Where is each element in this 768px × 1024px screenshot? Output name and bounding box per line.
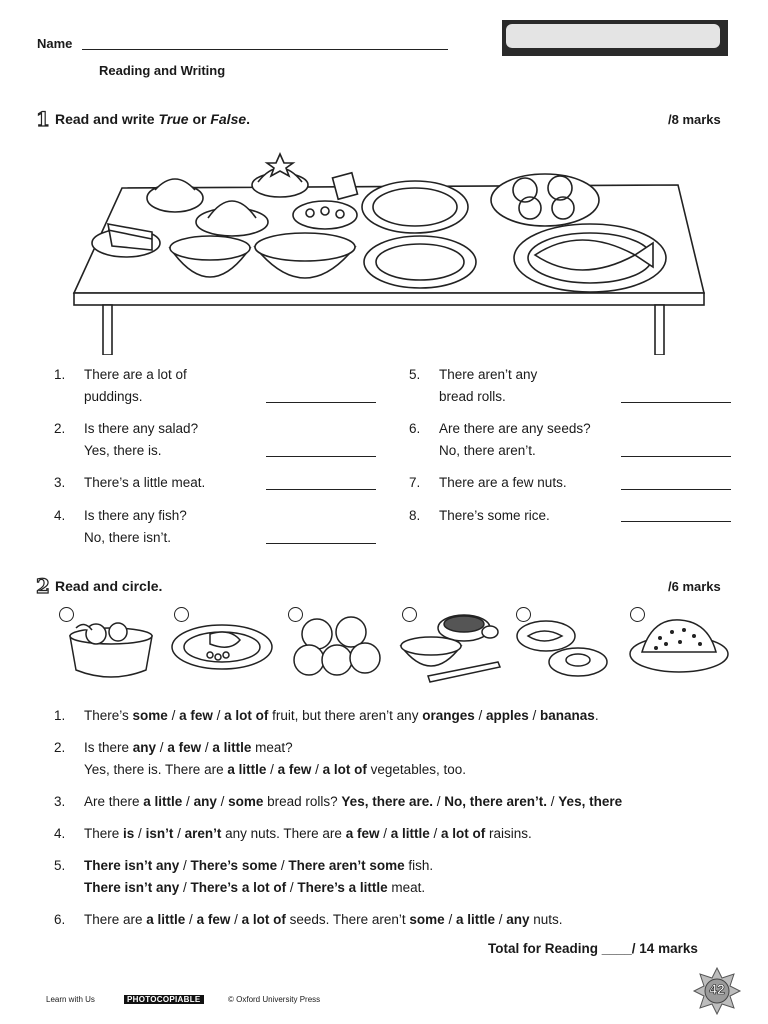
- choice-option[interactable]: a little: [455, 912, 495, 927]
- choice-option[interactable]: a little: [212, 740, 252, 755]
- tf-item-6: 6. Are there are any seeds? No, there aren’t.: [409, 421, 591, 458]
- sentence-text: /: [182, 794, 194, 809]
- sentence-text: /: [547, 794, 559, 809]
- sentence-text: There are: [84, 912, 147, 927]
- tf-answer-3[interactable]: [266, 489, 376, 490]
- choice-option[interactable]: Yes, there: [558, 794, 623, 809]
- circle-item-line: [84, 759, 466, 781]
- choice-option[interactable]: a little: [390, 826, 430, 841]
- circle-item-line: [84, 791, 622, 813]
- bread-rolls-icon: [291, 616, 383, 678]
- sentence-text: /: [216, 794, 229, 809]
- circle-item-number: 2.: [54, 740, 66, 755]
- sentence-text: bread rolls?: [263, 794, 342, 809]
- sentence-text: /: [528, 708, 541, 723]
- sentence-text: /: [167, 708, 180, 723]
- choice-option[interactable]: bananas: [540, 708, 595, 723]
- sentence-text: There’s: [84, 708, 133, 723]
- choice-option[interactable]: a few: [167, 740, 202, 755]
- choice-option[interactable]: There isn’t any: [84, 880, 180, 895]
- choice-option[interactable]: is: [123, 826, 135, 841]
- choice-option[interactable]: any: [193, 794, 217, 809]
- choice-option[interactable]: any: [132, 740, 157, 755]
- sentence-text: Are there: [84, 794, 144, 809]
- choice-option[interactable]: oranges: [422, 708, 475, 723]
- class-box: [502, 20, 728, 56]
- tf-answer-6[interactable]: [621, 456, 731, 457]
- sentence-text: /: [432, 794, 445, 809]
- tf-answer-7[interactable]: [621, 489, 731, 490]
- photocopiable-badge: PHOTOCOPIABLE: [124, 995, 204, 1004]
- choice-option[interactable]: a few: [179, 708, 213, 723]
- section-2-number: 2: [36, 574, 50, 598]
- section-1-title: Read and write True or False.: [55, 111, 251, 127]
- tf-answer-4[interactable]: [266, 543, 376, 544]
- choice-option[interactable]: a lot of: [224, 708, 269, 723]
- sentence-text: /: [494, 912, 507, 927]
- food-table-illustration: [70, 150, 710, 355]
- sentence-text: Is there: [84, 740, 133, 755]
- circle-item-6: [54, 909, 563, 931]
- circle-item-line: [84, 909, 563, 931]
- choice-option[interactable]: There aren’t some: [288, 858, 405, 873]
- sentence-text: /: [474, 708, 486, 723]
- sentence-text: fish.: [404, 858, 434, 873]
- total-blank[interactable]: ____: [601, 941, 632, 956]
- circle-item-line: [84, 877, 433, 899]
- sentence-text: /: [179, 880, 191, 895]
- circle-item-1: [54, 705, 599, 727]
- sentence-text: /: [379, 826, 391, 841]
- sentence-text: /: [201, 740, 213, 755]
- sentence-text: /: [185, 912, 197, 927]
- sentence-text: nuts.: [529, 912, 563, 927]
- circle-item-line: [84, 823, 532, 845]
- choice-option[interactable]: isn’t: [145, 826, 174, 841]
- tf-answer-8[interactable]: [621, 521, 731, 522]
- choice-option[interactable]: a few: [345, 826, 380, 841]
- meat-plate-icon: [170, 622, 274, 672]
- page-subtitle: Reading and Writing: [99, 63, 226, 78]
- sentence-text: /: [444, 912, 456, 927]
- sentence-text: /: [156, 740, 168, 755]
- choice-option[interactable]: No, there aren’t.: [444, 794, 548, 809]
- choice-option[interactable]: any: [506, 912, 530, 927]
- rice-plate-icon: [628, 618, 730, 674]
- section-2-marks: /6 marks: [668, 579, 721, 594]
- fish-plates-icon: [514, 618, 610, 678]
- sentence-text: /: [179, 858, 191, 873]
- sentence-text: fruit, but there aren’t any: [268, 708, 423, 723]
- tf-item-7: 7. There are a few nuts.: [409, 475, 567, 490]
- sentence-text: /: [277, 858, 289, 873]
- choice-option[interactable]: a little: [146, 912, 186, 927]
- choice-option[interactable]: There’s a lot of: [190, 880, 287, 895]
- sentence-text: /: [266, 762, 278, 777]
- tf-item-2: 2. Is there any salad? Yes, there is.: [54, 421, 199, 458]
- tf-item-1: 1. There are a lot of puddings.: [54, 367, 187, 404]
- choice-option[interactable]: a lot of: [322, 762, 367, 777]
- choice-option[interactable]: There’s a little: [297, 880, 388, 895]
- seeds-nuts-bowls-icon: [398, 610, 502, 690]
- tf-item-3: 3. There’s a little meat.: [54, 475, 206, 490]
- choice-option[interactable]: a little: [143, 794, 183, 809]
- circle-item-line: [84, 737, 466, 759]
- tf-answer-2[interactable]: [266, 456, 376, 457]
- choice-option[interactable]: a lot of: [441, 826, 486, 841]
- circle-item-number: 1.: [54, 708, 66, 723]
- fruit-bowl-icon: [66, 618, 156, 680]
- choice-option[interactable]: some: [132, 708, 168, 723]
- circle-item-4: [54, 823, 532, 845]
- sentence-text: /: [286, 880, 298, 895]
- tf-item-4: 4. Is there any fish? No, there isn’t.: [54, 508, 187, 545]
- footer-learn: Learn with Us: [46, 995, 95, 1004]
- sentence-text: /: [173, 826, 185, 841]
- name-label: Name: [37, 36, 73, 51]
- circle-item-number: 3.: [54, 794, 66, 809]
- circle-item-3: [54, 791, 623, 813]
- choice-option[interactable]: a few: [277, 762, 312, 777]
- choice-option[interactable]: Yes, there are.: [341, 794, 433, 809]
- sentence-text: Yes, there is. There are: [84, 762, 228, 777]
- circle-item-2: [54, 737, 466, 777]
- sentence-text: /: [212, 708, 225, 723]
- choice-option[interactable]: aren’t: [184, 826, 222, 841]
- tf-item-5: 5. There aren’t any bread rolls.: [409, 367, 538, 404]
- sentence-text: /: [134, 826, 146, 841]
- tf-answer-5[interactable]: [621, 402, 731, 403]
- sentence-text: /: [429, 826, 441, 841]
- choice-option[interactable]: some: [409, 912, 445, 927]
- circle-item-number: 4.: [54, 826, 66, 841]
- sentence-text: seeds. There aren’t: [285, 912, 410, 927]
- choice-option[interactable]: some: [228, 794, 264, 809]
- sentence-text: .: [594, 708, 599, 723]
- sentence-text: any nuts. There are: [221, 826, 346, 841]
- sentence-text: raisins.: [485, 826, 532, 841]
- circle-item-number: 5.: [54, 858, 66, 873]
- choice-option[interactable]: a few: [196, 912, 231, 927]
- section-1-number: 1: [36, 107, 50, 131]
- sentence-text: /: [311, 762, 323, 777]
- sentence-text: vegetables, too.: [366, 762, 466, 777]
- sentence-text: meat?: [251, 740, 293, 755]
- choice-option[interactable]: a little: [227, 762, 267, 777]
- sentence-text: meat.: [387, 880, 426, 895]
- sentence-text: There: [84, 826, 124, 841]
- choice-option[interactable]: apples: [486, 708, 529, 723]
- page-number: 42: [709, 981, 725, 997]
- picture-circle-2[interactable]: [174, 607, 189, 622]
- section-2-title: Read and circle.: [55, 578, 163, 594]
- choice-option[interactable]: There isn’t any: [84, 858, 180, 873]
- circle-item-number: 6.: [54, 912, 66, 927]
- circle-item-line: [84, 855, 433, 877]
- name-field[interactable]: [82, 49, 448, 50]
- circle-item-line: [84, 705, 599, 727]
- sentence-text: /: [230, 912, 242, 927]
- choice-option[interactable]: There’s some: [190, 858, 278, 873]
- choice-option[interactable]: a lot of: [241, 912, 286, 927]
- footer-copyright: © Oxford University Press: [228, 995, 321, 1004]
- section-1-marks: /8 marks: [668, 112, 721, 127]
- total-score: Total for Reading ____/ 14 marks: [488, 941, 698, 956]
- circle-item-5: [54, 855, 434, 895]
- tf-item-8: 8. There’s some rice.: [409, 508, 550, 523]
- tf-answer-1[interactable]: [266, 402, 376, 403]
